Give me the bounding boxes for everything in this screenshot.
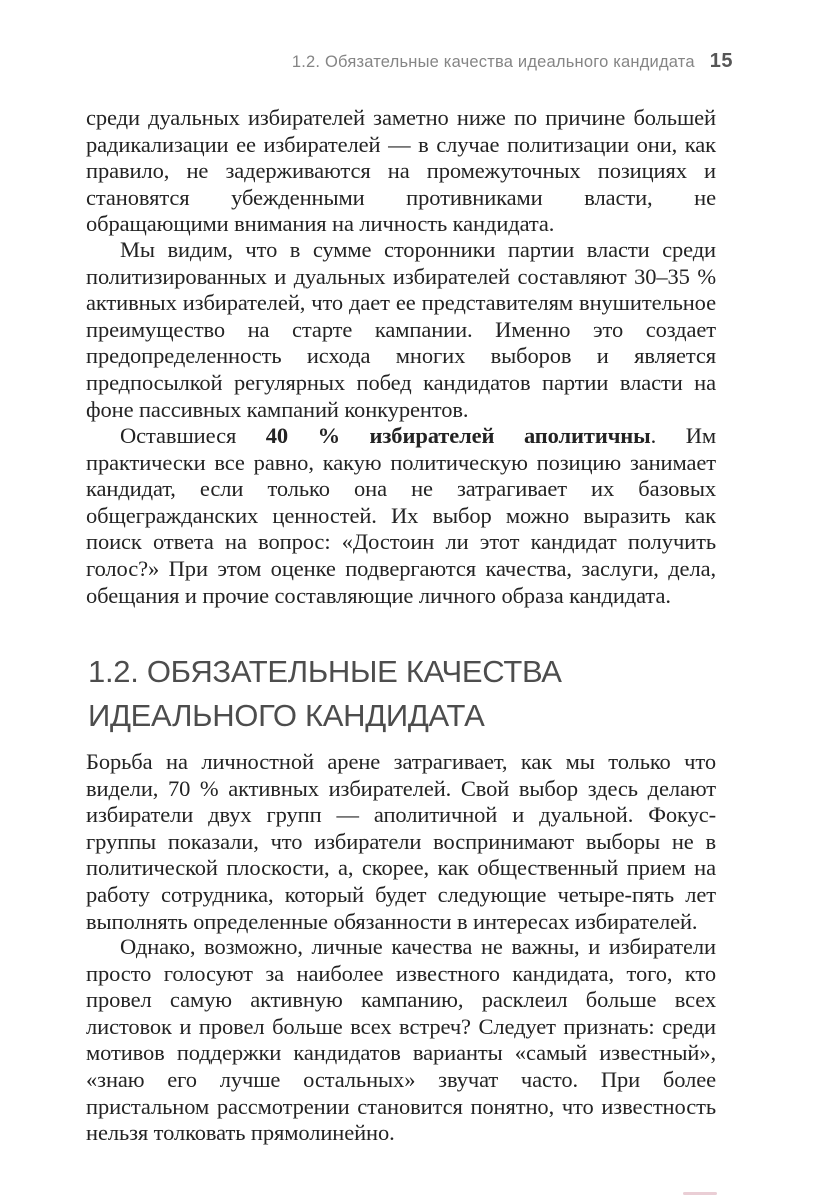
paragraph: Мы видим, что в сумме сторонники партии власти среди политизированных и дуальных избирателей составляют 30–35 % активных избирателей, что дает ее представителям внушительное преимущество на старте кампании. Именно это создает предопределенность исхода многих выборов и является предпосылкой регулярных побед кандидатов партии власти на фоне пассивных кампаний конкурентов. [86,237,716,422]
paragraph-text: Оставшиеся [120,423,266,448]
section-heading-line-1: 1.2. ОБЯЗАТЕЛЬНЫЕ КАЧЕСТВА [88,654,562,689]
running-title: 1.2. Обязательные качества идеального кандидата [291,53,695,71]
running-head [86,50,733,73]
paragraph-continuation: среди дуальных избирателей заметно ниже по причине большей радикализации ее избирателей — в случае политизации они, как правило, не задерживаются на промежуточных позициях и становятся убежденными противниками власти, не обращающими внимания на личность кандидата. [86,105,716,237]
page-number: 15 [709,50,733,72]
paragraph: Однако, возможно, личные качества не важны, и избиратели просто голосуют за наиболее известного кандидата, того, кто провел самую активную кампанию, расклеил больше всех листовок и провел больше всех встреч? Следует признать: среди мотивов поддержки кандидатов варианты «самый известный», «знаю его лучше остальных» звучат часто. При более пристальном рассмотрении становится понятно, что известность нельзя толковать прямолинейно. [86,934,716,1146]
paragraph-text: . Им практически все равно, какую политическую позицию занимает кандидат, если только она не затрагивает их базовых общегражданских ценностей. Их выбор можно выразить как поиск ответа на вопрос: «Достоин ли этот кандидат получить голос?» При этом оценке подвергаются качества, заслуги, дела, обещания и прочие составляющие личного образа кандидата. [86,423,716,608]
partial-bottom-marker [683,1192,717,1195]
paragraph [86,423,716,609]
bold-emphasis: 40 % избирателей аполитичны [265,423,651,448]
section-heading [88,650,728,738]
paragraph: Борьба на личностной арене затрагивает, как мы только что видели, 70 % активных избирателей. Свой выбор здесь делают избиратели двух групп — аполитичной и дуальной. Фокус-группы показали, что избиратели воспринимают выборы не в политической плоскости, а, скорее, как общественный прием на работу сотрудника, который будет следующие четыре-пять лет выполнять определенные обязанности в интересах избирателей. [86,749,716,934]
section-heading-line-2: ИДЕАЛЬНОГО КАНДИДАТА [88,698,485,733]
